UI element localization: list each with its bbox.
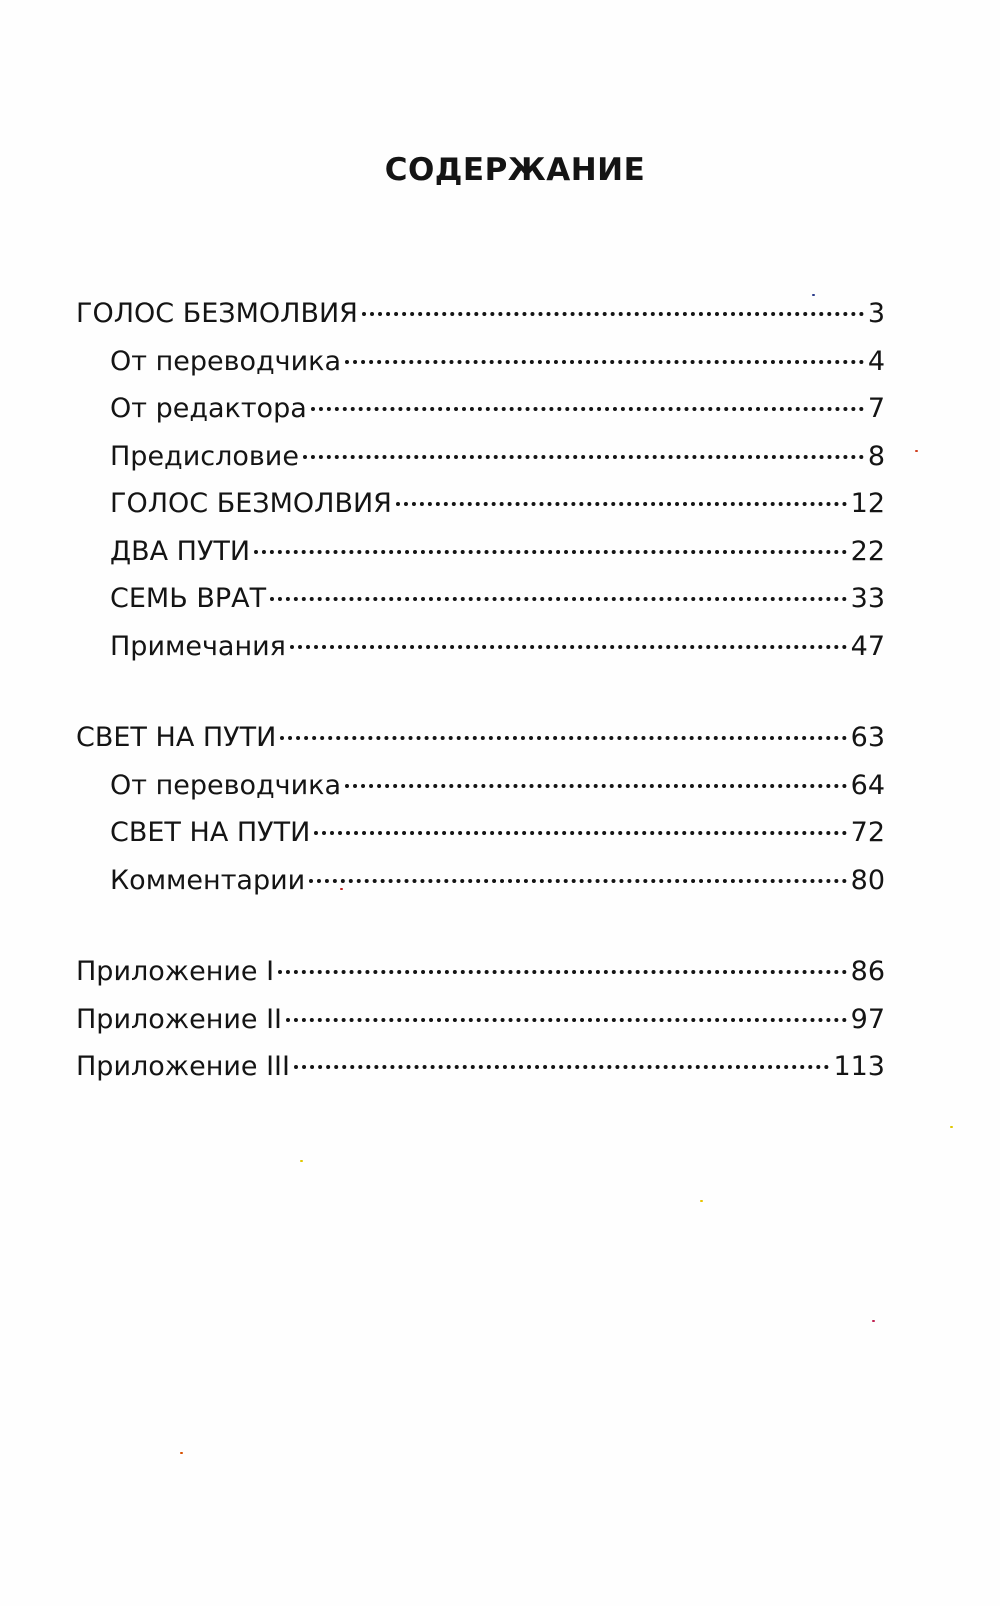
toc-entry[interactable] [76,1043,885,1091]
toc-entry-label: ГОЛОС БЕЗМОЛВИЯ [110,488,392,519]
toc-entry-page: 97 [850,1003,885,1035]
toc-entry-page: 33 [850,583,885,614]
toc-entry-page: 4 [867,345,885,377]
table-of-contents [76,290,885,1135]
toc-entry-label: От переводчика [110,769,342,801]
scan-speck [812,294,815,296]
toc-entry-page: 80 [850,864,885,896]
toc-entry-page: 3 [867,298,885,329]
toc-entry[interactable] [76,996,885,1044]
toc-entry[interactable] [76,762,885,810]
toc-entry-page: 63 [850,722,885,753]
dot-leader [254,550,847,554]
toc-entry[interactable] [76,480,885,528]
toc-entry-page: 86 [850,956,885,987]
toc-entry-label: Приложение III [76,1051,290,1082]
toc-entry-page: 22 [850,535,885,567]
dot-leader [345,360,864,364]
toc-entry-label: Примечания [110,630,286,662]
dot-leader [286,1018,847,1022]
toc-entry-page: 47 [850,630,885,662]
dot-leader [309,879,846,883]
toc-entry[interactable] [76,575,885,623]
toc-entry-label: СВЕТ НА ПУТИ [76,722,277,753]
toc-entry[interactable] [76,857,885,905]
scan-speck [950,1126,953,1128]
toc-entry[interactable] [76,714,885,762]
dot-leader [290,645,847,649]
scan-speck [300,1160,303,1162]
scan-speck [700,1200,703,1202]
toc-entry-page: 72 [850,817,885,848]
toc-entry-page: 113 [833,1051,885,1082]
toc-entry[interactable] [76,948,885,996]
dot-leader [362,312,864,316]
scan-speck [872,1320,875,1322]
toc-entry-label: СВЕТ НА ПУТИ [110,817,311,848]
toc-entry[interactable] [76,433,885,481]
toc-entry-label: Приложение II [76,1003,283,1035]
toc-entry[interactable] [76,290,885,338]
toc-entry-label: СЕМЬ ВРАТ [110,583,267,614]
toc-entry-label: ДВА ПУТИ [110,535,251,567]
toc-entry-label: ГОЛОС БЕЗМОЛВИЯ [76,298,358,329]
scan-speck [180,1452,183,1454]
toc-entry-page: 7 [867,393,885,424]
dot-leader [314,831,846,835]
dot-leader [396,502,847,506]
dot-leader [345,784,847,788]
toc-entry-label: Предисловие [110,440,299,472]
toc-entry-page: 8 [867,440,885,472]
dot-leader [270,597,847,601]
toc-section-svet [76,714,885,904]
toc-entry-label: От редактора [110,393,307,424]
toc-entry[interactable] [76,623,885,671]
dot-leader [294,1065,829,1069]
scan-speck [915,450,918,452]
dot-leader [280,736,846,740]
dot-leader [278,970,847,974]
toc-entry[interactable] [76,338,885,386]
toc-entry-label: Комментарии [110,864,306,896]
toc-entry[interactable] [76,385,885,433]
toc-entry-page: 12 [850,488,885,519]
toc-entry-label: Приложение I [76,956,275,987]
toc-entry-label: От переводчика [110,345,342,377]
dot-leader [311,407,864,411]
page-title: СОДЕРЖАНИЕ [384,152,646,188]
scan-speck [340,888,343,890]
toc-entry[interactable] [76,809,885,857]
dot-leader [303,455,864,459]
toc-section-appendices [76,948,885,1091]
toc-entry-page: 64 [850,769,885,801]
toc-section-golos [76,290,885,670]
toc-entry[interactable] [76,528,885,576]
